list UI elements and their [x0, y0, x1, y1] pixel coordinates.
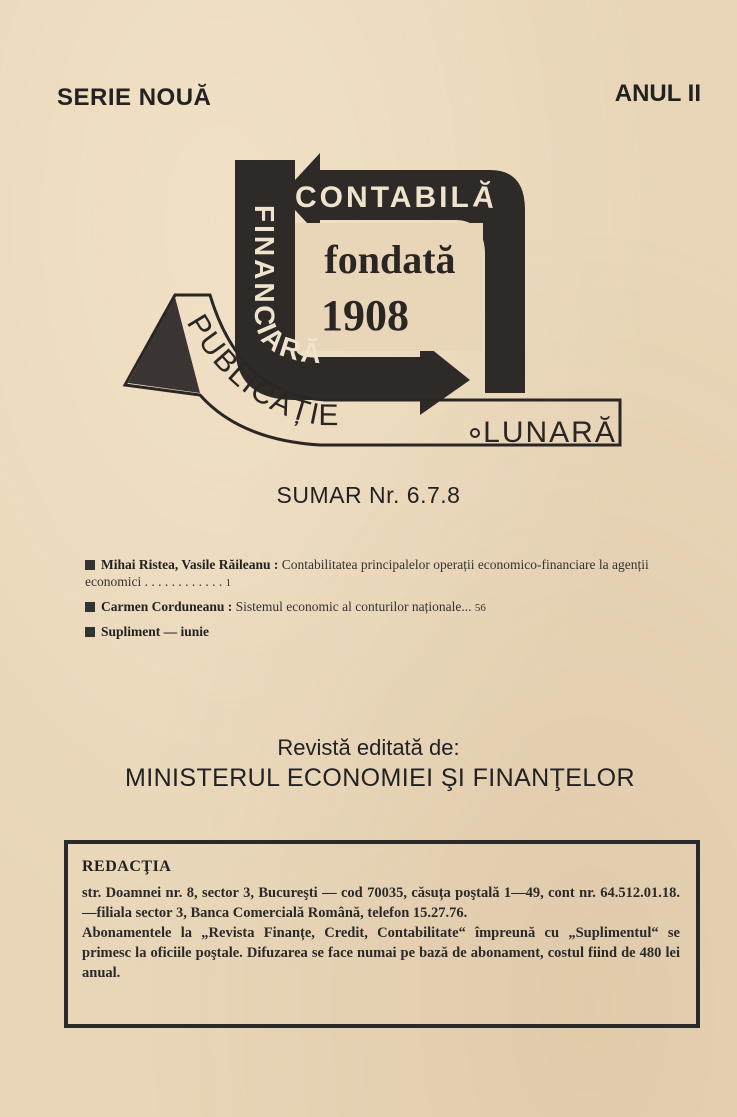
- magazine-logo: [120, 145, 630, 470]
- toc-item: [85, 623, 695, 640]
- summary-title: SUMAR Nr. 6.7.8: [276, 482, 461, 508]
- svg-text:CONTABILĂ: [295, 179, 499, 215]
- toc-title: Contabilitatea principalelor operații economico-financiare la agenții economici: [85, 557, 649, 589]
- redaction-box: [64, 840, 700, 1028]
- toc-page: 56: [474, 602, 486, 614]
- logo-banner-left: PUBLICAȚIE: [180, 308, 341, 433]
- toc-title: Sistemul economic al conturilor naționale...: [235, 599, 472, 614]
- toc-item: [85, 598, 695, 617]
- logo-year: 1908: [321, 291, 409, 340]
- redaction-address: str. Doamnei nr. 8, sector 3, Bucureşti — cod 70035, căsuța poştală 1—49, cont nr. 64.512.01.18.—filiala sector 3, Banca Comercială Română, telefon 15.27.76.: [82, 885, 680, 921]
- publisher-name: MINISTERUL ECONOMIEI ŞI FINANŢELOR: [125, 764, 635, 792]
- publisher-intro: Revistă editată de:: [277, 735, 460, 760]
- bullet-square-icon: [85, 602, 95, 612]
- logo-founded: fondată: [324, 237, 456, 282]
- logo-banner-right: LUNARĂ: [483, 416, 617, 449]
- redaction-subscription: Abonamentele la „Revista Finanțe, Credit, Contabilitate“ împreună cu „Suplimentul“ se primesc la oficiile poştale. Difuzarea se face numai pe bază de abonament, costul fiind de 480 lei anual.: [82, 925, 680, 981]
- year-label: ANUL II: [614, 80, 701, 107]
- series-label: SERIE NOUĂ: [57, 84, 212, 111]
- bullet-square-icon: [85, 560, 95, 570]
- toc-item: Mihai Ristea, Vasile Răileanu : Contabilitatea principalelor operații economico-financiare la agenții economici . . . . . . . . . . . . 1: [85, 557, 649, 589]
- logo-word-left: FINANCIARĂ: [248, 205, 326, 370]
- logo-word-top: CONTABILĂ: [295, 180, 499, 216]
- toc-authors: Mihai Ristea, Vasile Răileanu :: [101, 557, 279, 572]
- redaction-title: REDACŢIA: [82, 858, 172, 875]
- toc-authors: Supliment — iunie: [101, 624, 210, 639]
- bullet-square-icon: [85, 627, 95, 637]
- toc-authors: Carmen Corduneanu :: [101, 599, 233, 614]
- toc-page: 1: [225, 577, 232, 589]
